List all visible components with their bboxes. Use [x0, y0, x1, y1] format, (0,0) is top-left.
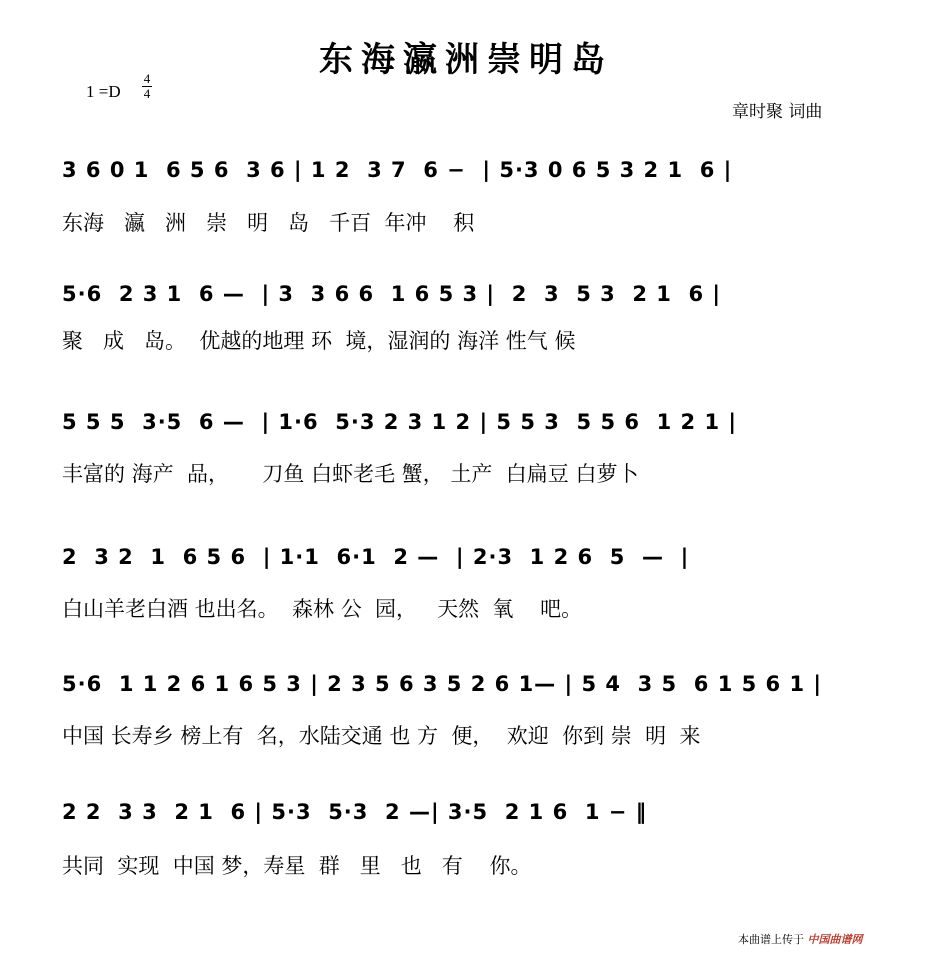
lyrics-line: 聚 成 岛。 优越的地理 环 境，湿润的 海洋 性气 候: [62, 329, 576, 353]
lyrics-line: 丰富的 海产 品， 刀鱼 白虾老毛 蟹， 土产 白扁豆 白萝卜: [62, 462, 639, 486]
song-title: 东海瀛洲崇明岛: [319, 40, 613, 80]
notation-line: 5 5 5 3·5 6 — | 1·6 5·3 2 3 1 2 | 5 5 3 5 5 6 1 2 1 |: [62, 410, 738, 434]
notation-line: 2 2 3 3 2 1 6 | 5·3 5·3 2 —| 3·5 2 1 6 1 − ‖: [62, 800, 648, 824]
lyrics-line: 共同 实现 中国 梦，寿星 群 里 也 有 你。: [62, 854, 532, 878]
notation-line: 5·6 1 1 2 6 1 6 5 3 | 2 3 5 6 3 5 2 6 1— | 5 4 3 5 6 1 5 6 1 |: [62, 672, 823, 696]
lyrics-line: 东海 瀛 洲 崇 明 岛 千百 年冲 积: [62, 211, 475, 235]
notation-line: 3 6 0 1 6 5 6 3 6 | 1 2 3 7 6 − | 5·3 0 6 5 3 2 1 6 |: [62, 158, 733, 182]
time-signature-bottom: 4: [143, 86, 151, 101]
notation-line: 5·6 2 3 1 6 — | 3 3 6 6 1 6 5 3 | 2 3 5 3 2 1 6 |: [62, 282, 722, 306]
lyrics-line: 白山羊老白酒 也出名。 森林 公 园， 天然 氧 吧。: [62, 597, 583, 621]
footer: [738, 931, 863, 947]
lyrics-line: 中国 长寿乡 榜上有 名，水陆交通 也 方 便， 欢迎 你到 崇 明 来: [62, 724, 701, 748]
site-logo: 中国曲谱网: [807, 933, 863, 946]
author-credit: 章时聚 词曲: [732, 102, 823, 122]
key-signature: 1 =D: [86, 82, 121, 101]
notation-line: 2 3 2 1 6 5 6 | 1·1 6·1 2 — | 2·3 1 2 6 5 — |: [62, 545, 690, 569]
time-signature: [142, 72, 152, 101]
footer-text: 本曲谱上传于: [738, 933, 804, 946]
time-signature-top: 4: [143, 71, 151, 86]
